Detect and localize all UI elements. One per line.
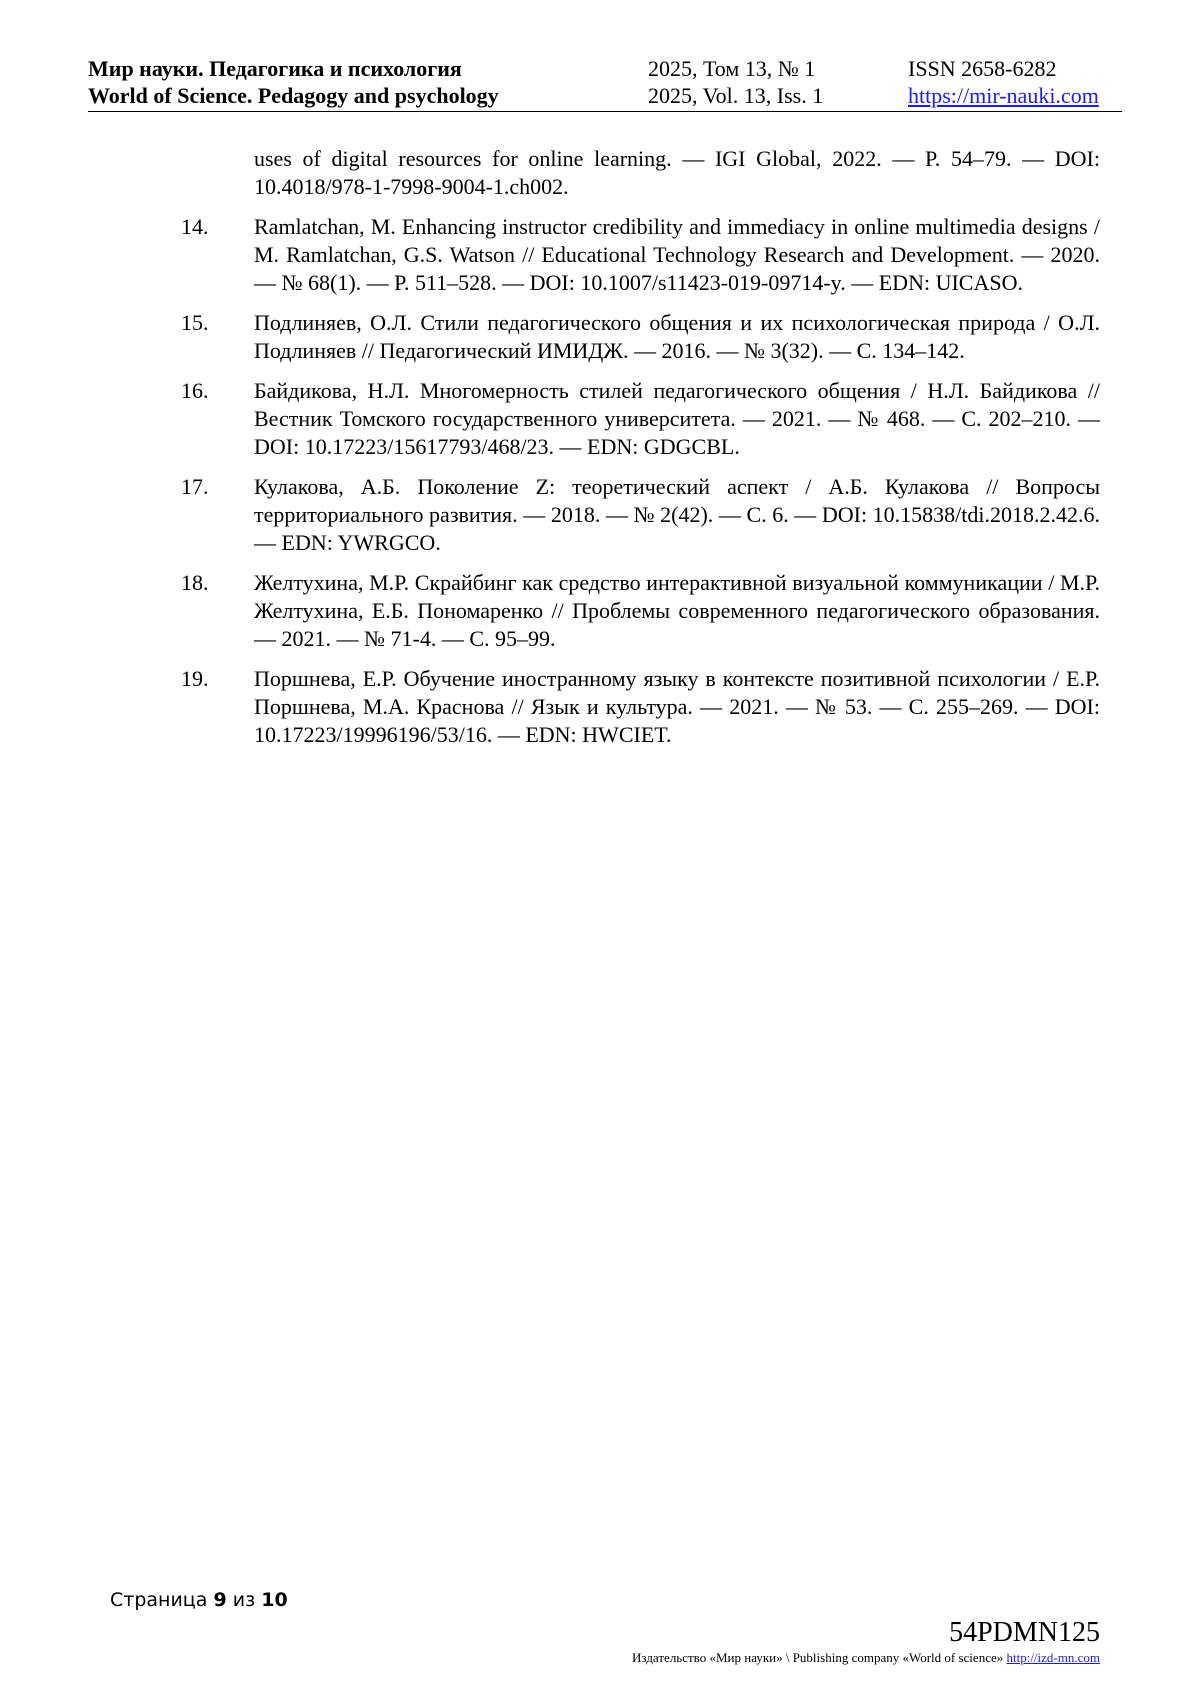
reference-text: Байдикова, Н.Л. Многомерность стилей педагогического общения / Н.Л. Байдикова // Вестник Томского государственного университета. — 2021. — № 468. — С. 202–210. — DOI: 10.17223/15617793/468/23. — EDN: GDGCBL. bbox=[254, 378, 1100, 459]
reference-item bbox=[88, 377, 1100, 461]
header-row-en bbox=[88, 82, 1122, 109]
article-code: 54PDMN125 bbox=[949, 1617, 1100, 1648]
reference-text: Подлиняев, О.Л. Стили педагогического общения и их психологическая природа / О.Л. Подлиняев // Педагогический ИМИДЖ. — 2016. — № 3(32). — С. 134–142. bbox=[254, 310, 1100, 363]
reference-text: Желтухина, М.Р. Скрайбинг как средство интерактивной визуальной коммуникации / М.Р. Желтухина, Е.Б. Пономаренко // Проблемы современного педагогического образования. — 2021. — № 71-4. — С. 95–99. bbox=[254, 570, 1100, 651]
reference-number: 16. bbox=[181, 378, 209, 403]
page-label: Страница bbox=[110, 1589, 208, 1611]
publisher-text: Издательство «Мир науки» \ Publishing company «World of science» bbox=[632, 1650, 1004, 1665]
reference-number: 17. bbox=[181, 474, 209, 499]
journal-url-link[interactable]: https://mir-nauki.com bbox=[908, 83, 1099, 108]
publisher-line bbox=[632, 1650, 1100, 1666]
issn: ISSN 2658-6282 bbox=[908, 56, 1057, 81]
reference-item bbox=[88, 213, 1100, 297]
page-current: 9 bbox=[213, 1589, 227, 1611]
reference-number: 15. bbox=[181, 310, 209, 335]
reference-text: uses of digital resources for online learning. — IGI Global, 2022. — P. 54–79. — DOI: 10.4018/978-1-7998-9004-1.ch002. bbox=[254, 146, 1100, 199]
reference-text: Поршнева, Е.Р. Обучение иностранному языку в контексте позитивной психологии / Е.Р. Поршнева, М.А. Краснова // Язык и культура. — 2021. — № 53. — С. 255–269. — DOI: 10.17223/19996196/53/16. — EDN: HWCIET. bbox=[254, 666, 1100, 747]
reference-item bbox=[88, 665, 1100, 749]
reference-number: 14. bbox=[181, 214, 209, 239]
reference-item bbox=[88, 569, 1100, 653]
reference-item bbox=[88, 145, 1100, 201]
reference-text: Ramlatchan, M. Enhancing instructor credibility and immediacy in online multimedia designs / M. Ramlatchan, G.S. Watson // Educational Technology Research and Development. — 2020. — № 68(1). — P. 511–528. — DOI: 10.1007/s11423-019-09714-y. — EDN: UICASO. bbox=[254, 214, 1100, 295]
page-header bbox=[88, 55, 1122, 112]
journal-title-en: World of Science. Pedagogy and psychology bbox=[88, 83, 499, 108]
publisher-link[interactable]: http://izd-mn.com bbox=[1006, 1650, 1100, 1665]
header-row-ru bbox=[88, 55, 1122, 82]
journal-title-ru: Мир науки. Педагогика и психология bbox=[88, 56, 462, 81]
page-of: из bbox=[232, 1589, 256, 1611]
reference-list bbox=[88, 145, 1100, 761]
reference-number: 18. bbox=[181, 570, 209, 595]
page-total: 10 bbox=[261, 1589, 288, 1611]
issue-en: 2025, Vol. 13, Iss. 1 bbox=[648, 83, 824, 108]
reference-item bbox=[88, 473, 1100, 557]
reference-number: 19. bbox=[181, 666, 209, 691]
issue-ru: 2025, Том 13, № 1 bbox=[648, 56, 816, 81]
reference-item bbox=[88, 309, 1100, 365]
reference-text: Кулакова, А.Б. Поколение Z: теоретический аспект / А.Б. Кулакова // Вопросы территориального развития. — 2018. — № 2(42). — С. 6. — DOI: 10.15838/tdi.2018.2.42.6. — EDN: YWRGCO. bbox=[254, 474, 1100, 555]
page-counter bbox=[110, 1588, 288, 1612]
